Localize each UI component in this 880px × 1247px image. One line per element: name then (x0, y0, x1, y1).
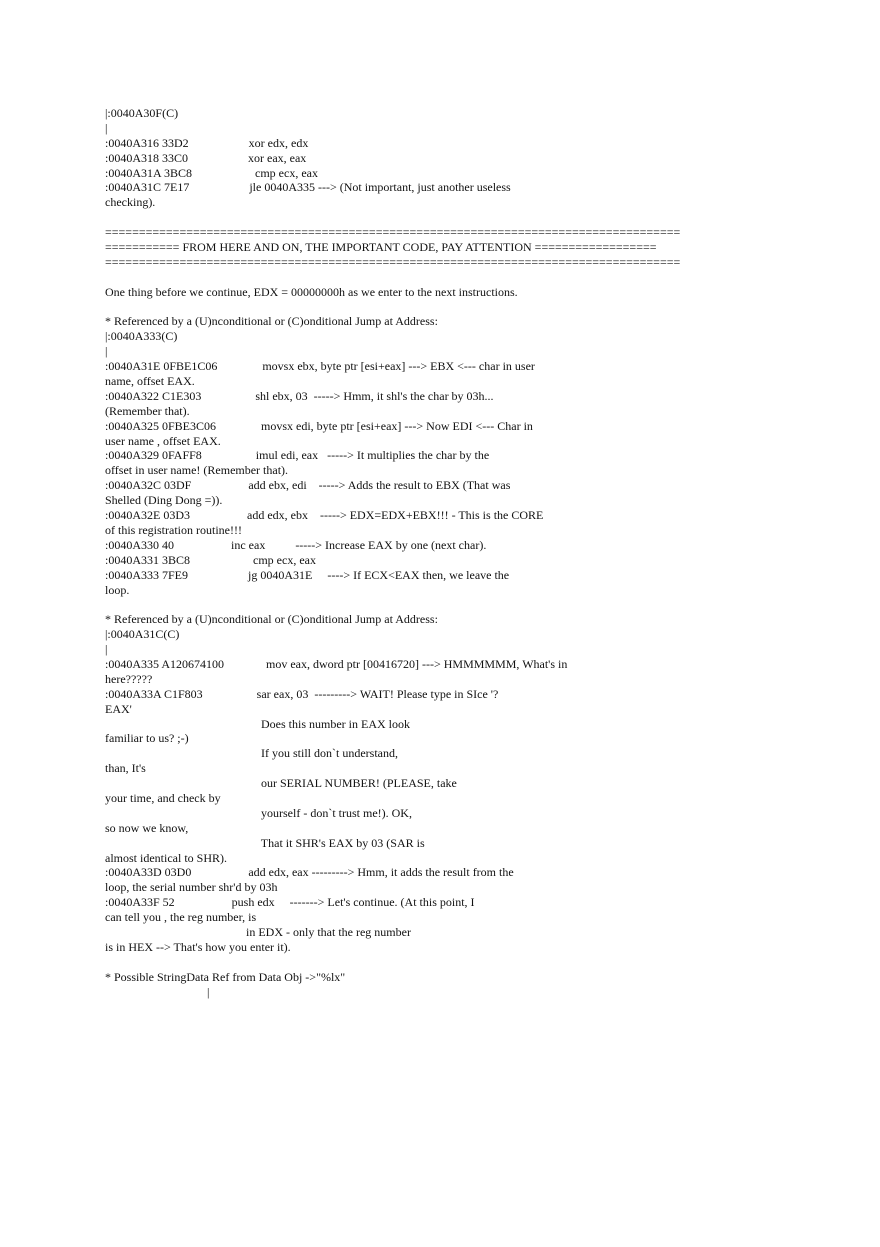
text-line: If you still don`t understand, (105, 746, 398, 761)
text-line: EAX' (105, 701, 132, 716)
blank-line (105, 270, 805, 285)
blank-line (105, 955, 805, 970)
text-line: :0040A331 3BC8 cmp ecx, eax (105, 552, 316, 567)
text-line: :0040A335 A120674100 mov eax, dword ptr [00416720] ---> HMMMMMM, What's in (105, 656, 568, 671)
text-line: |:0040A333(C) (105, 329, 178, 344)
text-line: in EDX - only that the reg number (105, 924, 411, 939)
text-line: * Referenced by a (U)nconditional or (C)onditional Jump at Address: (105, 314, 438, 329)
blank-line (105, 300, 805, 315)
text-line: loop. (105, 582, 130, 597)
text-line: checking). (105, 195, 156, 210)
document-page (105, 106, 805, 999)
text-line: :0040A330 40 inc eax -----> Increase EAX by one (next char). (105, 537, 487, 552)
text-line: of this registration routine!!! (105, 522, 242, 537)
text-line: (Remember that). (105, 403, 190, 418)
text-line: user name , offset EAX. (105, 433, 221, 448)
text-line: :0040A31C 7E17 jle 0040A335 ---> (Not important, just another useless (105, 180, 511, 195)
text-line: :0040A316 33D2 xor edx, edx (105, 135, 309, 150)
text-line: :0040A32C 03DF add ebx, edi -----> Adds the result to EBX (That was (105, 478, 511, 493)
text-line: here????? (105, 671, 153, 686)
text-line: :0040A32E 03D3 add edx, ebx -----> EDX=EDX+EBX!!! - This is the CORE (105, 508, 544, 523)
text-line: ===================================================================================== (105, 225, 681, 240)
text-line: * Possible StringData Ref from Data Obj ->"%lx" (105, 969, 346, 984)
text-line: so now we know, (105, 820, 189, 835)
text-line: :0040A31E 0FBE1C06 movsx ebx, byte ptr [esi+eax] ---> EBX <--- char in user (105, 359, 535, 374)
text-line: our SERIAL NUMBER! (PLEASE, take (105, 776, 457, 791)
blank-line (105, 210, 805, 225)
text-line: :0040A31A 3BC8 cmp ecx, eax (105, 165, 318, 180)
text-line: :0040A325 0FBE3C06 movsx edi, byte ptr [esi+eax] ---> Now EDI <--- Char in (105, 418, 533, 433)
text-line: almost identical to SHR). (105, 850, 227, 865)
text-line: than, It's (105, 761, 146, 776)
text-line: familiar to us? ;-) (105, 731, 189, 746)
text-line: your time, and check by (105, 790, 221, 805)
text-line: :0040A318 33C0 xor eax, eax (105, 150, 307, 165)
text-line: :0040A329 0FAFF8 imul edi, eax -----> It multiplies the char by the (105, 448, 490, 463)
text-line: :0040A322 C1E303 shl ebx, 03 -----> Hmm, it shl's the char by 03h... (105, 388, 494, 403)
text-line: can tell you , the reg number, is (105, 910, 257, 925)
text-line: | (105, 344, 108, 359)
text-line: Does this number in EAX look (105, 716, 410, 731)
text-line: :0040A33D 03D0 add edx, eax ---------> Hmm, it adds the result from the (105, 865, 514, 880)
blank-line (105, 597, 805, 612)
text-line: | (105, 120, 108, 135)
text-line: * Referenced by a (U)nconditional or (C)onditional Jump at Address: (105, 612, 438, 627)
text-line: Shelled (Ding Dong =)). (105, 493, 223, 508)
text-line: ===================================================================================== (105, 254, 681, 269)
text-line: :0040A33A C1F803 sar eax, 03 ---------> WAIT! Please type in SIce '? (105, 686, 499, 701)
text-line: is in HEX --> That's how you enter it). (105, 939, 291, 954)
text-line: That it SHR's EAX by 03 (SAR is (105, 835, 425, 850)
text-line: | (105, 984, 210, 999)
text-line: name, offset EAX. (105, 374, 195, 389)
text-line: | (105, 642, 108, 657)
text-line: =========== FROM HERE AND ON, THE IMPORTANT CODE, PAY ATTENTION ================== (105, 240, 657, 255)
text-line: offset in user name! (Remember that). (105, 463, 289, 478)
text-line: loop, the serial number shr'd by 03h (105, 880, 278, 895)
text-line: One thing before we continue, EDX = 00000000h as we enter to the next instructions. (105, 284, 518, 299)
text-line: :0040A33F 52 push edx -------> Let's continue. (At this point, I (105, 895, 475, 910)
text-line: yourself - don`t trust me!). OK, (105, 805, 412, 820)
text-line: |:0040A31C(C) (105, 627, 180, 642)
text-line: :0040A333 7FE9 jg 0040A31E ----> If ECX<EAX then, we leave the (105, 567, 510, 582)
text-line: |:0040A30F(C) (105, 106, 179, 120)
